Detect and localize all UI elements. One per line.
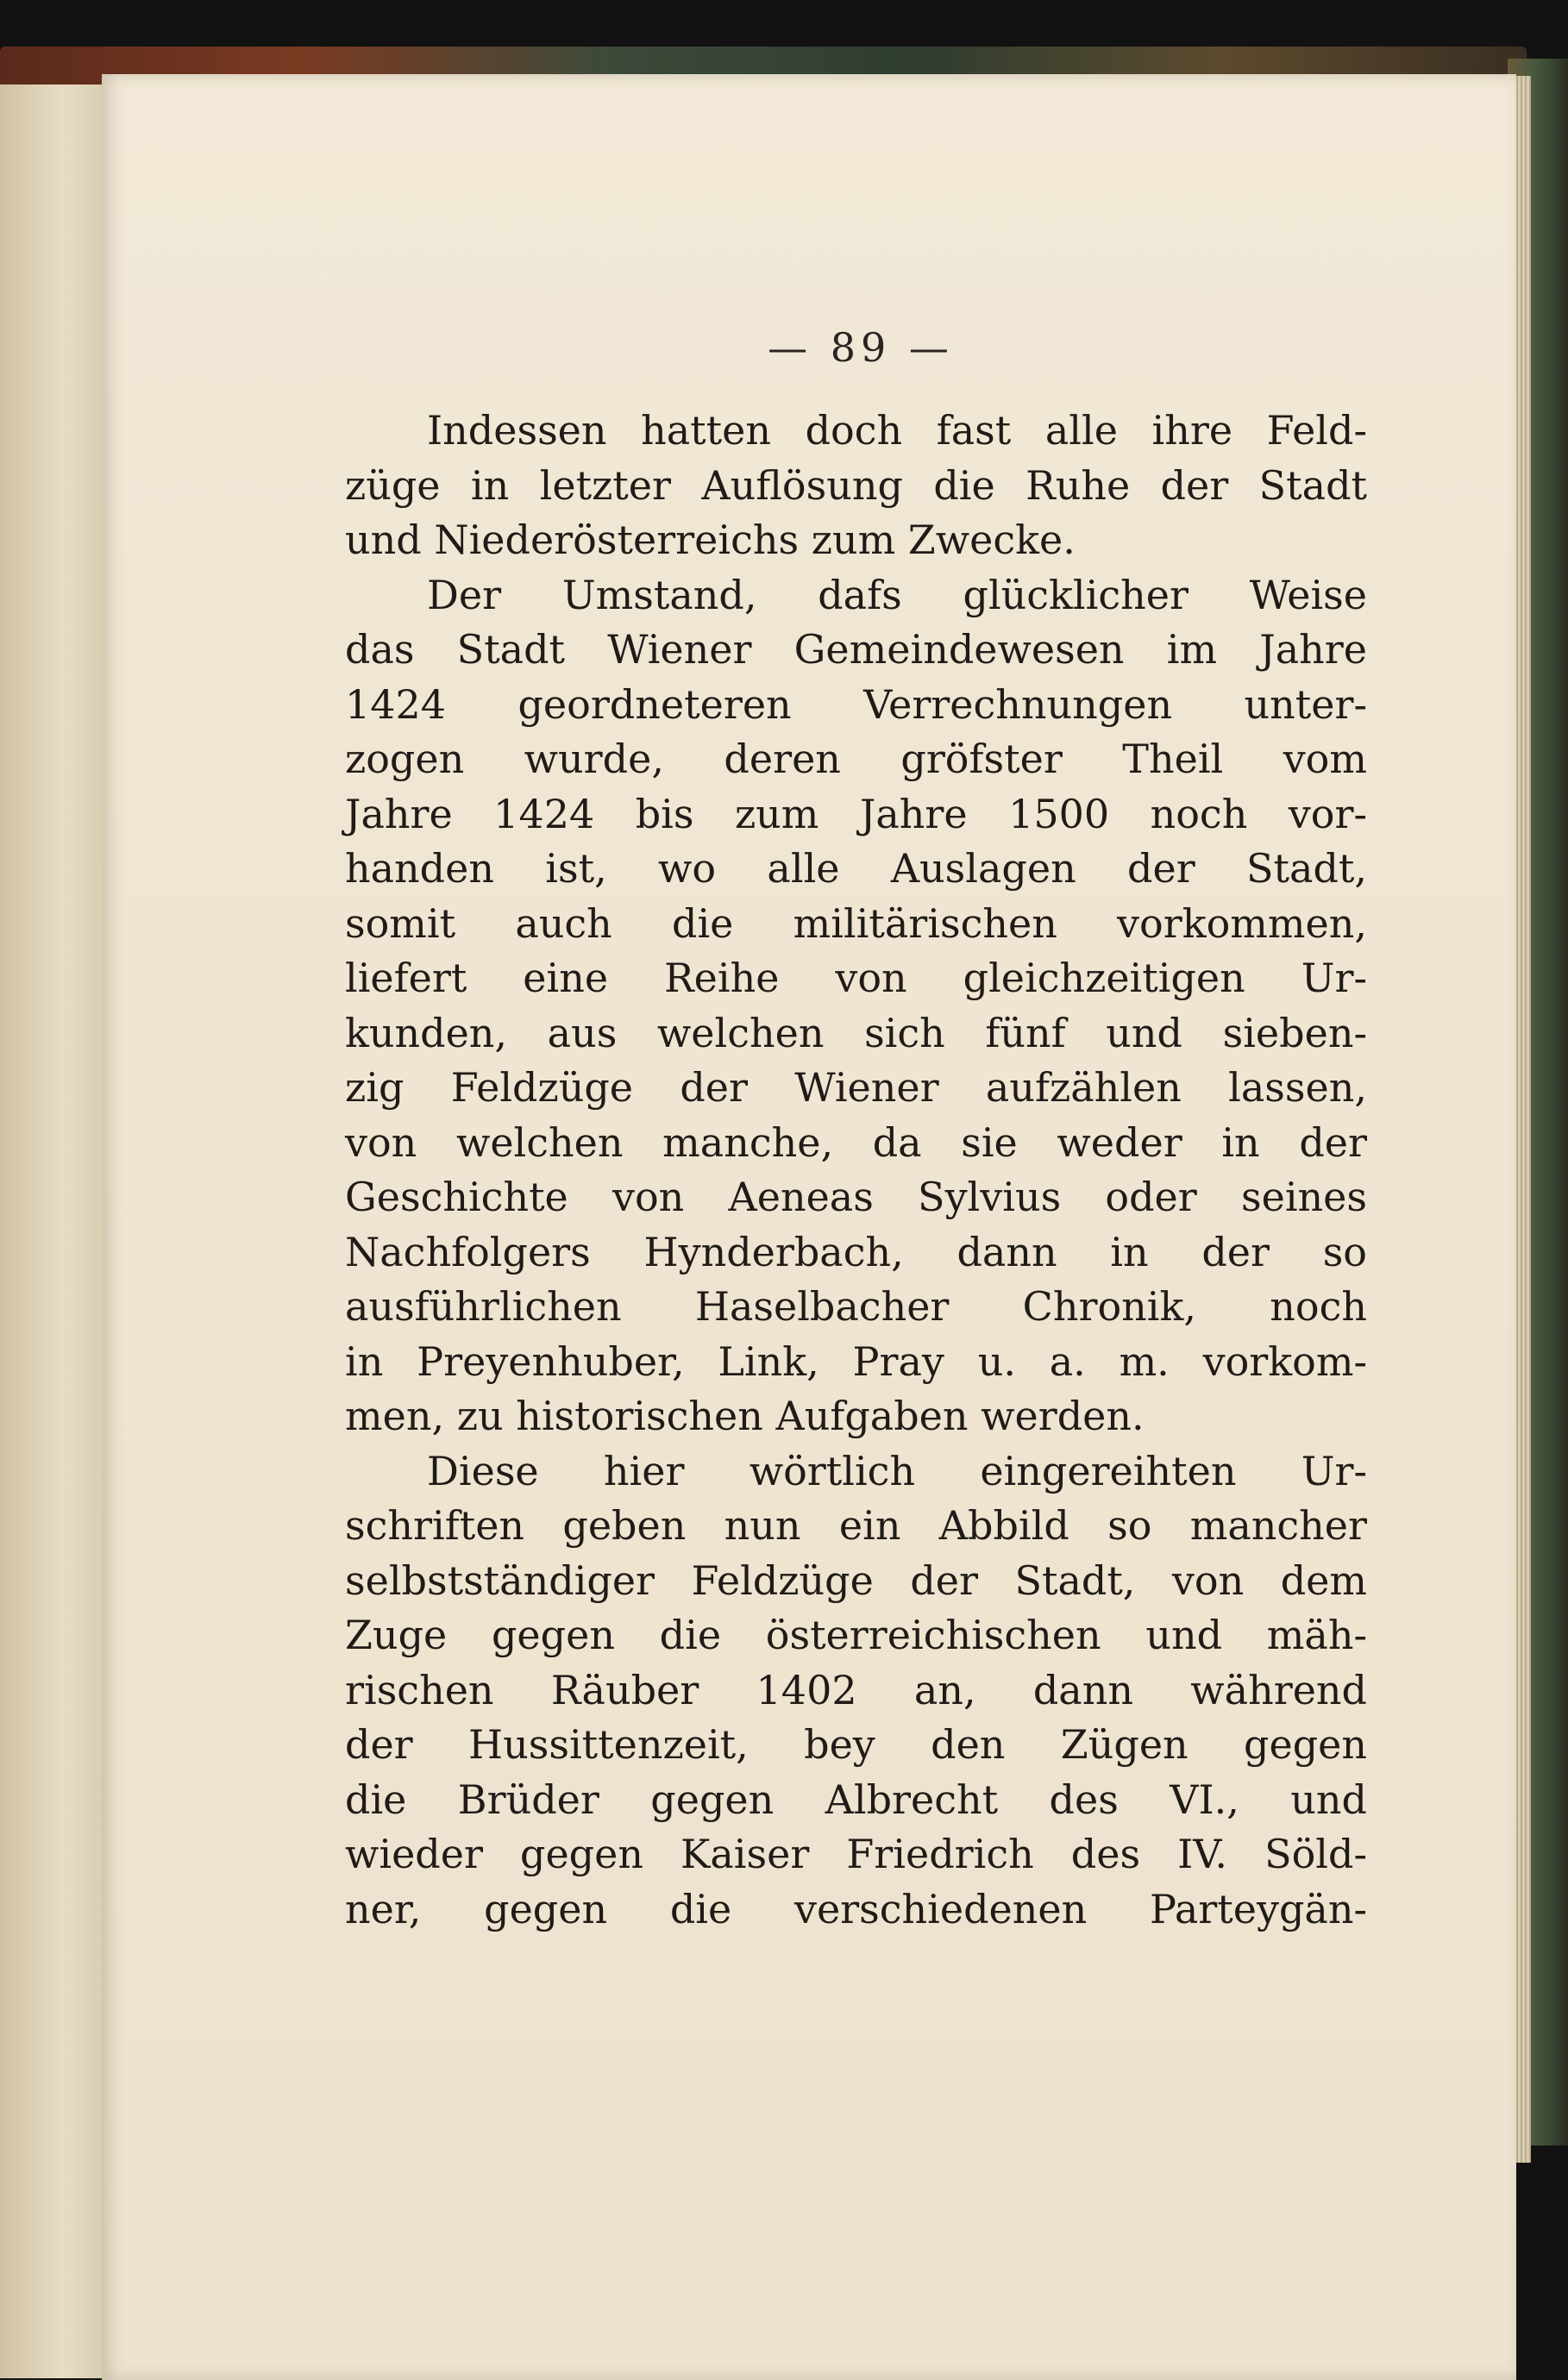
text-line: men, zu historischen Aufgaben werden. — [345, 1393, 1145, 1439]
text-line: in Preyenhuber, Link, Pray u. a. m. vorkom- — [345, 1337, 1367, 1385]
text-line: Zuge gegen die österreichischen und mäh- — [345, 1612, 1367, 1658]
book — [0, 24, 1568, 2368]
text-line: schriften geben nun ein Abbild so mancher — [345, 1502, 1367, 1549]
page-number: — 89 — — [768, 324, 954, 371]
text-line: und Niederösterreichs zum Zwecke. — [345, 517, 1076, 563]
text-line: der Hussittenzeit, bey den Zügen gegen — [345, 1721, 1367, 1768]
text-line: Geschichte von Aeneas Sylvius oder seines — [345, 1174, 1367, 1220]
text-line: somit auch die militärischen vorkommen, — [345, 899, 1367, 947]
text-line: kunden, aus welchen sich fünf und sieben- — [345, 1009, 1367, 1056]
book-page — [102, 74, 1516, 2380]
text-line: Diese hier wörtlich eingereihten Ur- — [427, 1447, 1367, 1494]
text-line: 1424 geordneteren Verrechnungen unter- — [345, 680, 1367, 728]
text-line: Nachfolgers Hynderbach, dann in der so — [345, 1228, 1367, 1275]
text-line: liefert eine Reihe von gleichzeitigen Ur- — [345, 955, 1367, 1001]
text-line: selbstständiger Feldzüge der Stadt, von dem — [345, 1556, 1367, 1604]
text-line: ner, gegen die verschiedenen Parteygän- — [345, 1885, 1367, 1932]
text-line: handen ist, wo alle Auslagen der Stadt, — [345, 845, 1367, 892]
text-line: die Brüder gegen Albrecht des VI., und — [345, 1776, 1367, 1823]
text-line: das Stadt Wiener Gemeindewesen im Jahre — [345, 626, 1367, 673]
text-line: rischen Räuber 1402 an, dann während — [345, 1666, 1367, 1713]
text-line: Jahre 1424 bis zum Jahre 1500 noch vor- — [345, 790, 1367, 837]
text-line: züge in letzter Auflösung die Ruhe der Stadt — [345, 461, 1367, 509]
text-line: wieder gegen Kaiser Friedrich des IV. Söld- — [345, 1831, 1367, 1877]
text-line: von welchen manche, da sie weder in der — [345, 1118, 1367, 1166]
text-line: zogen wurde, deren gröfster Theil vom — [345, 736, 1367, 782]
text-line: Der Umstand, dafs glücklicher Weise — [427, 571, 1367, 618]
left-page-edge — [0, 85, 107, 2378]
text-line: Indessen hatten doch fast alle ihre Feld- — [427, 407, 1367, 454]
body-text — [345, 404, 1367, 1937]
text-line: ausführlichen Haselbacher Chronik, noch — [345, 1283, 1367, 1330]
text-line: zig Feldzüge der Wiener aufzählen lassen, — [345, 1064, 1367, 1111]
